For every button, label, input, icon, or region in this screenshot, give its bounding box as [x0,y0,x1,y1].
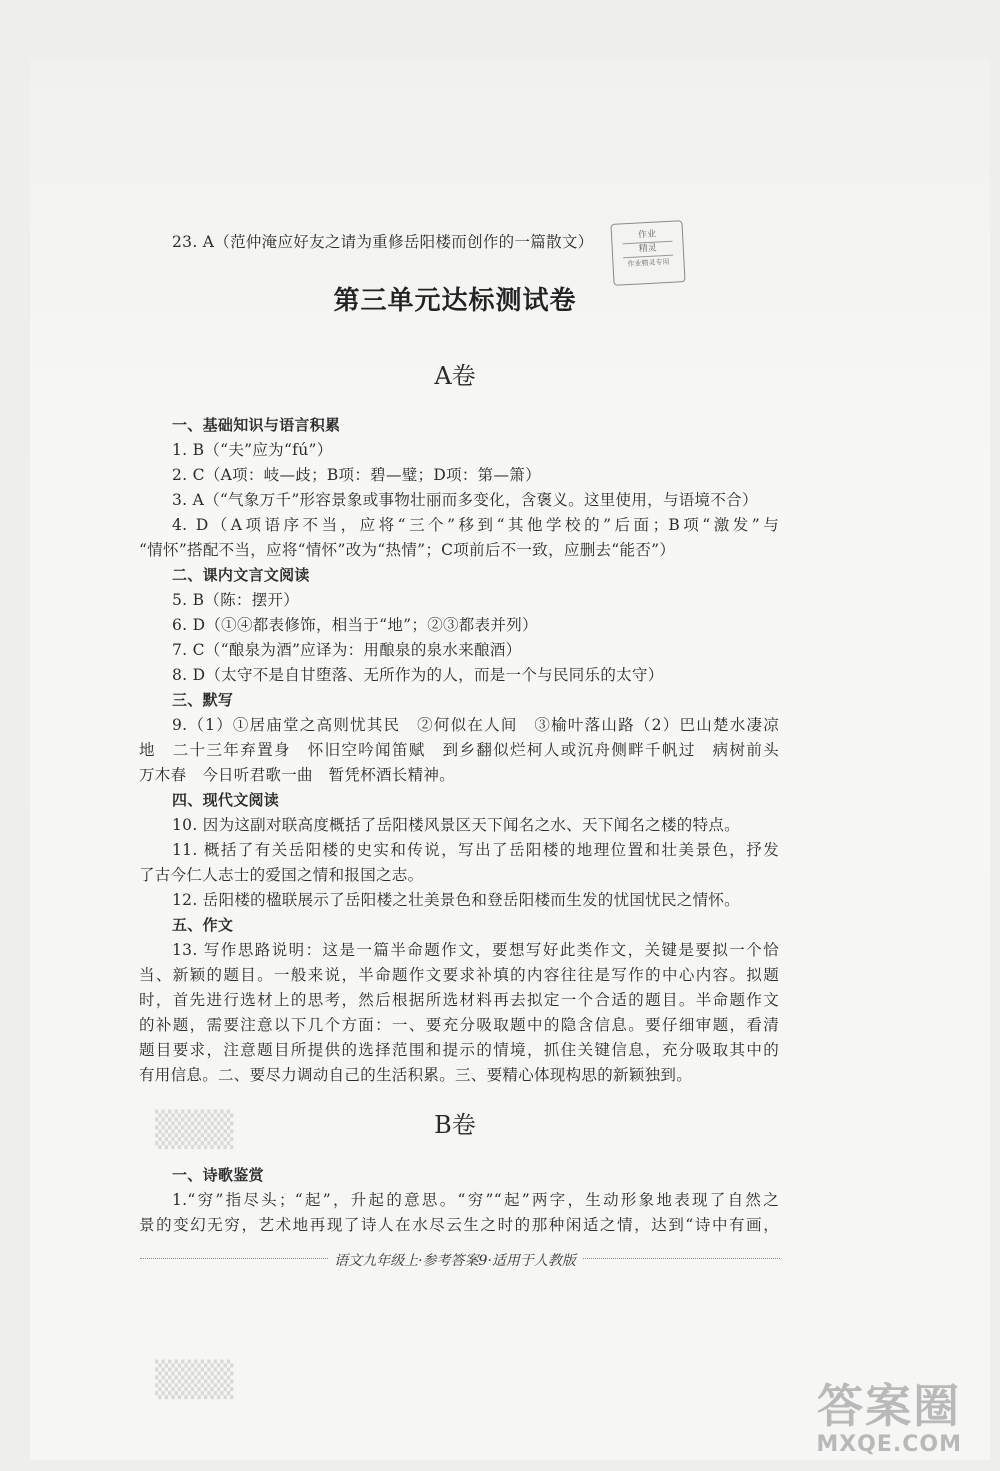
part-heading: 四、现代文阅读 [172,791,280,809]
section-a-heading: A卷 [434,362,476,390]
stamp-text: 作业精灵专用 [627,257,670,269]
answer-12: 12. 岳阳楼的楹联展示了岳阳楼之壮美景色和登岳阳楼而生发的忧国忧民之情怀。 [172,891,740,909]
part-heading: 五、作文 [172,916,234,934]
watermark-logo [816,1380,962,1457]
answer-3: 3. A（“气象万千”形容景象或事物壮丽而多变化，含褒义。这里使用，与语境不合） [172,491,758,509]
page-title: 第三单元达标测试卷 [333,286,577,316]
answer-13-line5: 题目要求，注意题目所提供的选择范围和提示的情境，抓住关键信息，充分吸取其中的 [139,1041,779,1059]
answer-11-line2: 了古今仁人志士的爱国之情和报国之志。 [139,866,424,884]
answer-13-line3: 时，首先进行选材上的思考，然后根据所选材料再去拟定一个合适的题目。半命题作文 [139,991,779,1009]
answer-10: 10. 因为这副对联高度概括了岳阳楼风景区天下闻名之水、天下闻名之楼的特点。 [172,816,740,834]
answer-4-line2: “情怀”搭配不当，应将“情怀”改为“热情”；C项前后不一致，应删去“能否”） [139,541,676,559]
footer-text: 语文九年级上·参考答案9·适用于人教版 [328,1253,582,1269]
answer-9-line3: 万木春 今日听君歌一曲 暂凭杯酒长精神。 [139,766,456,784]
part-heading: 一、基础知识与语言积累 [172,416,341,434]
answer-4-line1: 4. D（A项语序不当，应将“三个”移到“其他学校的”后面；B项“激发”与 [172,516,779,534]
stamp-text: 精灵 [622,241,673,259]
bleed-through-mark: ▒▒▒ [155,1110,234,1150]
stamp-logo [610,220,685,286]
watermark-text: 答案圈 [817,1379,962,1433]
answer-1: 1. B（“夫”应为“fú”） [172,441,333,459]
answer-11-line1: 11. 概括了有关岳阳楼的史实和传说，写出了岳阳楼的地理位置和壮美景色，抒发 [172,841,779,859]
answer-8: 8. D（太守不是自甘堕落、无所作为的人，而是一个与民同乐的太守） [172,666,664,684]
answer-6: 6. D（①④都表修饰，相当于“地”；②③都表并列） [172,616,538,634]
bleed-through-mark: ▒▒▒ [155,1360,234,1400]
answer-5: 5. B（陈：摆开） [172,591,300,609]
answer-9 [139,715,779,735]
section-b-heading: B卷 [434,1111,476,1139]
answer-11 [139,840,779,860]
answer-13-line2: 当、新颖的题目。一般来说，半命题作文要求补填的内容往往是写作的中心内容。拟题 [139,966,779,984]
answer-9-line1: 9.（1）①居庙堂之高则忧其民 ②何似在人间 ③榆叶落山路（2）巴山楚水凄凉 [172,716,779,734]
answer-4 [139,515,779,535]
watermark-url: MXQE.COM [816,1432,962,1457]
answer-13-line6: 有用信息。二、要尽力调动自己的生活积累。三、要精心体现构思的新颖独到。 [139,1066,693,1084]
stamp-text: 作业 [637,229,657,241]
answer-2: 2. C（A项：岐—歧；B项：碧—璧；D项：第—箫） [172,466,541,484]
answer-13 [139,940,779,960]
b-answer-1 [139,1190,779,1210]
answer-23: 23. A（范仲淹应好友之请为重修岳阳楼而创作的一篇散文） [172,233,594,251]
part-heading: 三、默写 [172,691,234,709]
answer-7: 7. C（“酿泉为酒”应译为：用酿泉的泉水来酿酒） [172,641,522,659]
page-footer [0,1250,910,1270]
answer-9-line2: 地 二十三年弃置身 怀旧空吟闻笛赋 到乡翻似烂柯人或沉舟侧畔千帆过 病树前头 [139,741,779,759]
b-answer-1-line2: 景的变幻无穷，艺术地再现了诗人在水尽云生之时的那种闲适之情，达到“诗中有画， [139,1216,779,1234]
b-answer-1-line1: 1.“穷”指尽头；“起”，升起的意思。“穷”“起”两字，生动形象地表现了自然之 [172,1191,779,1209]
part-heading: 一、诗歌鉴赏 [172,1166,264,1184]
answer-13-line4: 的补题，需要注意以下几个方面：一、要充分吸取题中的隐含信息。要仔细审题，看清 [139,1016,779,1034]
part-heading: 二、课内文言文阅读 [172,566,310,584]
answer-13-line1: 13. 写作思路说明：这是一篇半命题作文，要想写好此类作文，关键是要拟一个恰 [172,941,779,959]
